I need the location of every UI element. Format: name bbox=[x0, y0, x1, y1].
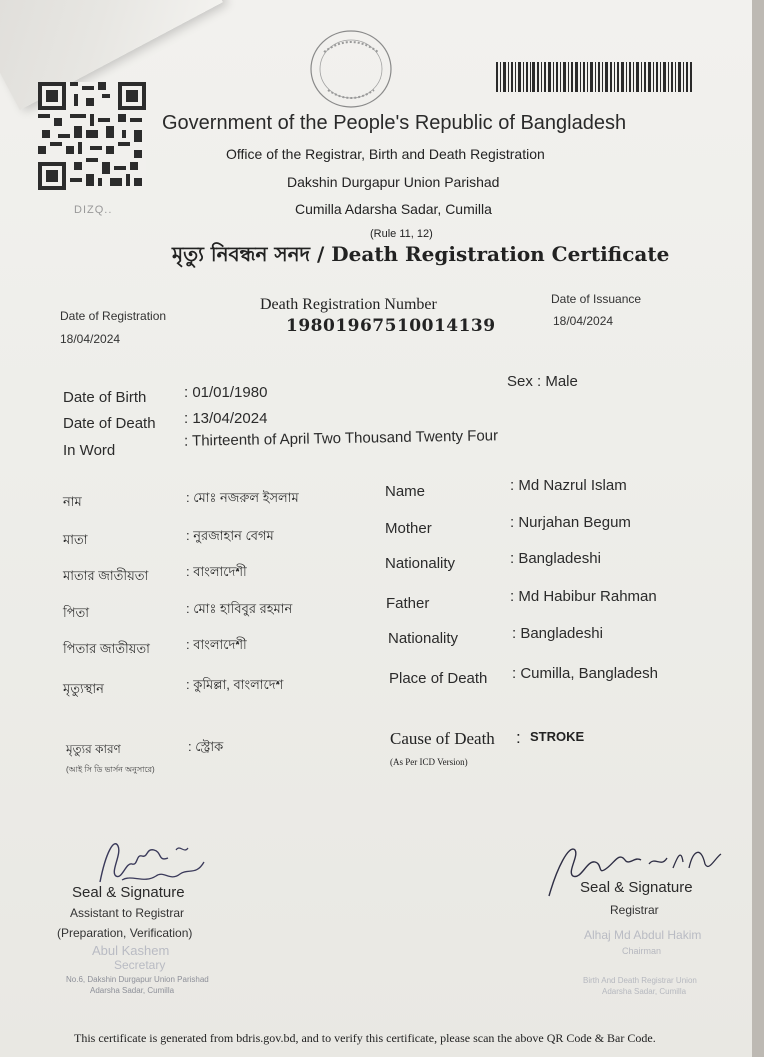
registration-number-label: Death Registration Number bbox=[260, 296, 437, 313]
bn-value: : বাংলাদেশী bbox=[186, 637, 247, 652]
rule-text: (Rule 11, 12) bbox=[370, 228, 433, 240]
left-stamp-line2: Adarsha Sadar, Cumilla bbox=[90, 986, 175, 995]
cause-en-colon: : bbox=[516, 728, 521, 747]
right-stamp-line2: Adarsha Sadar, Cumilla bbox=[602, 987, 687, 996]
left-role: Assistant to Registrar bbox=[70, 906, 185, 920]
right-stamp-title: Chairman bbox=[622, 946, 662, 956]
government-title: Government of the People's Republic of Bangladesh bbox=[162, 112, 627, 134]
left-stamp-name: Abul Kashem bbox=[92, 943, 170, 958]
office-name: Office of the Registrar, Birth and Death Registration bbox=[226, 146, 545, 162]
en-value: : Nurjahan Begum bbox=[510, 514, 631, 531]
date-of-registration-label: Date of Registration bbox=[60, 309, 167, 323]
left-role-detail: (Preparation, Verification) bbox=[57, 926, 193, 940]
en-label: Father bbox=[386, 595, 430, 612]
bn-label: মাতার জাতীয়তা bbox=[63, 568, 149, 583]
bn-label: নাম bbox=[63, 494, 82, 509]
date-of-registration-value: 18/04/2024 bbox=[60, 332, 121, 346]
right-stamp-name: Alhaj Md Abdul Hakim bbox=[584, 928, 702, 942]
dob-value: : 01/01/1980 bbox=[184, 384, 268, 401]
right-stamp-line1: Birth And Death Registrar Union bbox=[583, 976, 697, 985]
en-value: : Md Nazrul Islam bbox=[510, 477, 627, 494]
cause-en-label: Cause of Death bbox=[390, 729, 495, 748]
in-word-label: In Word bbox=[63, 442, 116, 459]
cause-en-note: (As Per ICD Version) bbox=[390, 757, 468, 767]
en-value: : Cumilla, Bangladesh bbox=[512, 665, 658, 682]
cause-en-value: STROKE bbox=[530, 729, 585, 744]
bn-value: : কুমিল্লা, বাংলাদেশ bbox=[186, 677, 284, 692]
qr-code[interactable] bbox=[38, 82, 146, 190]
bn-label: মৃত্যুস্থান bbox=[63, 681, 104, 696]
date-of-issuance-value: 18/04/2024 bbox=[553, 314, 614, 328]
right-role: Registrar bbox=[610, 903, 659, 917]
district-name: Cumilla Adarsha Sadar, Cumilla bbox=[295, 201, 492, 217]
en-value: : Bangladeshi bbox=[512, 625, 603, 642]
dod-value: : 13/04/2024 bbox=[184, 410, 268, 427]
bn-value: : নুরজাহান বেগম bbox=[186, 528, 274, 543]
bn-label: মাতা bbox=[63, 532, 88, 547]
en-value: : Md Habibur Rahman bbox=[510, 588, 657, 605]
government-seal bbox=[306, 26, 396, 112]
registration-number-value: 19801967510014139 bbox=[286, 316, 496, 336]
union-name: Dakshin Durgapur Union Parishad bbox=[287, 174, 500, 190]
en-value: : Bangladeshi bbox=[510, 550, 601, 567]
en-label: Mother bbox=[385, 520, 432, 537]
footer-note: This certificate is generated from bdris.gov.bd, and to verify this certificate, please scan the above QR Code & Bar Code. bbox=[74, 1031, 656, 1045]
dob-label: Date of Birth bbox=[63, 389, 147, 406]
in-word-value: : Thirteenth of April Two Thousand Twenty Four bbox=[183, 427, 499, 450]
en-label: Nationality bbox=[388, 630, 459, 647]
en-label: Nationality bbox=[385, 555, 456, 572]
bn-label: পিতার জাতীয়তা bbox=[63, 641, 150, 656]
date-of-issuance-label: Date of Issuance bbox=[551, 292, 642, 306]
cause-bn-note: (আই সি ডি ভার্সন অনুসারে) bbox=[66, 765, 155, 774]
bn-value: : মোঃ নজরুল ইসলাম bbox=[186, 490, 299, 505]
left-stamp-title: Secretary bbox=[114, 958, 166, 972]
qr-caption: DIZQ.. bbox=[74, 204, 113, 216]
sex-value: Sex : Male bbox=[507, 373, 578, 390]
left-stamp-line1: No.6, Dakshin Durgapur Union Parishad bbox=[66, 975, 209, 984]
en-label: Name bbox=[385, 483, 426, 500]
cause-bn-label: মৃত্যুর কারণ bbox=[66, 742, 121, 756]
right-seal-title: Seal & Signature bbox=[580, 879, 693, 896]
background-edge bbox=[752, 0, 764, 1057]
bn-value: : বাংলাদেশী bbox=[186, 564, 247, 579]
bn-value: : মোঃ হাবিবুর রহমান bbox=[186, 601, 293, 616]
left-seal-title: Seal & Signature bbox=[72, 884, 185, 901]
bn-label: পিতা bbox=[63, 605, 90, 620]
barcode[interactable] bbox=[496, 62, 692, 92]
en-label: Place of Death bbox=[389, 670, 488, 687]
dod-label: Date of Death bbox=[63, 415, 156, 432]
cause-bn-value: : স্ট্রোক bbox=[188, 739, 224, 754]
certificate-title: মৃত্যু নিবন্ধন সনদ / Death Registration Certificate bbox=[172, 242, 670, 266]
